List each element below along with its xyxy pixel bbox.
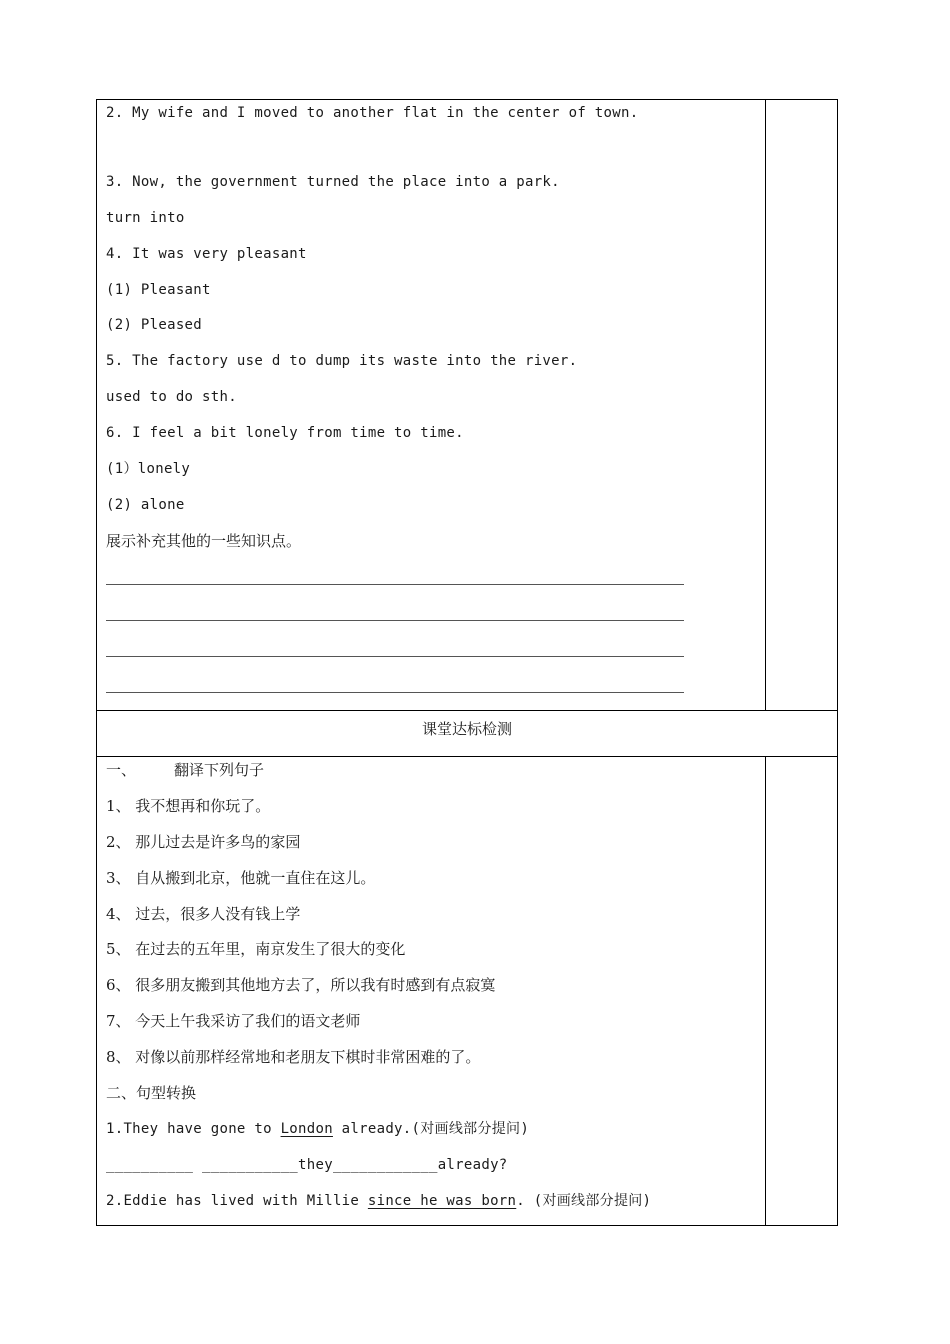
- rewrite-answer-1: __________ ___________they____________already?: [106, 1157, 508, 1173]
- translate-item-2: 2、 那儿过去是许多鸟的家园: [106, 833, 301, 851]
- q1-text-before: 1.They have gone to: [106, 1121, 281, 1137]
- row-divider-1: [96, 710, 838, 711]
- translate-item-8: 8、 对像以前那样经常地和老朋友下棋时非常困难的了。: [106, 1048, 481, 1066]
- sub-lonely: (1）lonely: [106, 461, 191, 477]
- part2-heading: 二、句型转换: [106, 1084, 197, 1102]
- sub-pleased: (2) Pleased: [106, 317, 203, 333]
- translate-item-6: 6、 很多朋友搬到其他地方去了，所以我有时感到有点寂寞: [106, 976, 496, 994]
- answer-line-2: [106, 620, 684, 621]
- translate-item-7: 7、 今天上午我采访了我们的语文老师: [106, 1012, 361, 1030]
- part1-heading-number: 一、: [106, 761, 137, 779]
- part1-heading: [106, 761, 264, 779]
- sentence-2: 2. My wife and I moved to another flat in the center of town.: [106, 105, 639, 121]
- translate-item-5: 5、 在过去的五年里，南京发生了很大的变化: [106, 940, 406, 958]
- sub-alone: (2) alone: [106, 497, 185, 513]
- q2-text-before: 2.Eddie has lived with Millie: [106, 1193, 368, 1209]
- phrase-turn-into: turn into: [106, 210, 185, 226]
- column-divider-bottom: [765, 756, 766, 1226]
- translate-item-1: 1、 我不想再和你玩了。: [106, 797, 271, 815]
- row-divider-2: [96, 756, 838, 757]
- supplement-note: 展示补充其他的一些知识点。: [106, 532, 302, 550]
- answer-line-1: [106, 584, 684, 585]
- q2-text-after: . (对画线部分提问): [516, 1193, 652, 1209]
- sentence-6: 6. I feel a bit lonely from time to time.: [106, 425, 464, 441]
- sentence-3: 3. Now, the government turned the place into a park.: [106, 174, 560, 190]
- translate-item-3: 3、 自从搬到北京，他就一直住在这儿。: [106, 869, 376, 887]
- sentence-4: 4. It was very pleasant: [106, 246, 307, 262]
- column-divider-top: [765, 99, 766, 710]
- sentence-5: 5. The factory use d to dump its waste into the river.: [106, 353, 578, 369]
- q1-text-after: already.(对画线部分提问): [332, 1121, 530, 1137]
- translate-item-4: 4、 过去，很多人没有钱上学: [106, 905, 301, 923]
- answer-line-4: [106, 692, 684, 693]
- section-title: 课堂达标检测: [421, 720, 512, 738]
- q1-underlined: London: [280, 1121, 333, 1137]
- rewrite-question-1: [106, 1120, 529, 1138]
- rewrite-question-2: [106, 1192, 651, 1210]
- q2-underlined: since he was born: [367, 1193, 517, 1209]
- answer-line-3: [106, 656, 684, 657]
- part1-heading-text: 翻译下列句子: [174, 761, 265, 779]
- phrase-used-to: used to do sth.: [106, 389, 237, 405]
- sub-pleasant: (1) Pleasant: [106, 282, 211, 298]
